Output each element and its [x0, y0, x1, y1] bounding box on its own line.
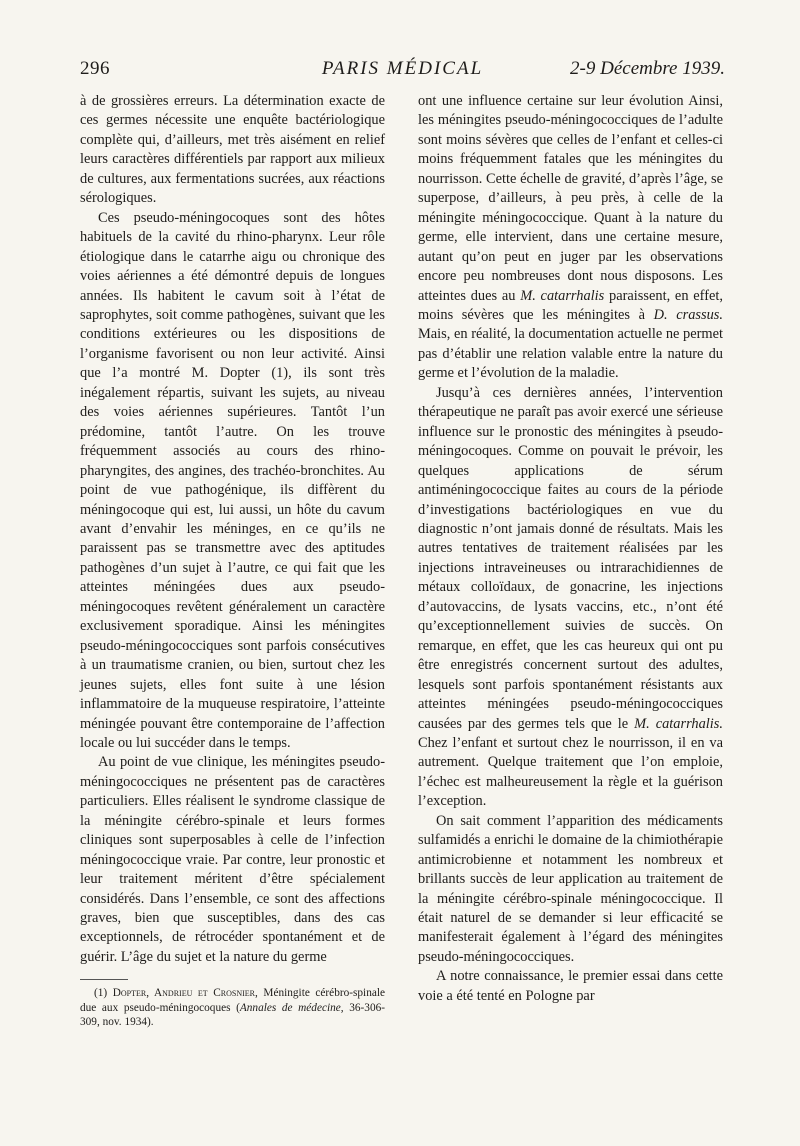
right-column	[418, 92, 723, 1006]
paragraph-text: Mais, en réalité, la documentation actuelle ne permet pas d’établir une relation valable entre la nature du germe et l’évolution de la maladie.	[418, 326, 723, 382]
footnote-text: Méningite cérébro-spinale due aux pseudo-méningocoques (	[80, 987, 386, 1014]
page-header	[80, 58, 725, 88]
footnote-reference: 36-306-309, nov. 1934).	[80, 1001, 386, 1028]
paragraph	[418, 384, 723, 812]
issue-date: 2-9 Décembre 1939.	[570, 58, 725, 79]
footnote-number: (1)	[94, 987, 108, 1000]
paragraph	[80, 209, 385, 754]
footnote-authors: Dopter, Andrieu et Crosnier,	[112, 987, 258, 1000]
journal-title: PARIS MÉDICAL	[321, 58, 484, 79]
paragraph-text: paraissent, en effet, moins sévères que les méningites à	[418, 287, 723, 323]
paragraph-text: Jusqu’à ces dernières années, l’intervention thérapeutique ne paraît pas avoir exercé une sérieuse influence sur le pronostic des méningites à pseudo-méningocoques. Comme on pouvait le prévoir, les quelques applications de sérum antiméningococcique faites au cours de la période d’investigations bactériologiques en vue du diagnostic n’ont jamais donné de résultats. Mais les autres tentatives de traitement réalisées par les injections intraveineuses ou intrarachidiennes de métaux colloïdaux, de gonacrine, les injections d’autovaccins, de lysats vaccins, etc., n’ont été qu’exceptionnellement suivies de succès. On remarque, en effet, que les cas heureux qui ont pu être enregistrés concernent surtout des adultes, lesquels sont parfois spontanément résistants aux atteintes méningées pseudo-méningococciques causées par des germes tels que le	[418, 384, 723, 732]
paragraph-text: ont une influence certaine sur leur évolution Ainsi, les méningites pseudo-méningococciques de l’adulte sont moins sévères que celles de l’enfant et celles-ci moins fréquemment fatales que les méningites du nourrisson. Cette échelle de gravité, d’après l’âge, se superpose, d’ailleurs, à peu près, à celle de la méningite méningococcique. Quant à la nature du germe, elle intervient, dans une certaine mesure, autant qu’on peut en juger par les observations encore peu nombreuses dont nous disposons. Les atteintes dues au	[418, 93, 723, 304]
footnote-journal: Annales de médecine,	[239, 1001, 344, 1014]
footnote-divider	[80, 979, 128, 980]
paragraph: A notre connaissance, le premier essai dans cette voie a été tenté en Pologne par	[418, 968, 723, 1004]
paragraph	[418, 92, 723, 384]
paragraph: On sait comment l’apparition des médicaments sulfamidés a enrichi le domaine de la chimiothérapie antimicrobienne et notamment les nombreux et brillants succès de leur application au traitement de la méningite cérébro-spinale méningococcique. Il était naturel de se demander si leur efficacité se manifesterait également à l’égard des méningites pseudo-méningococciques.	[418, 812, 723, 965]
germ-name: D. crassus.	[653, 306, 723, 323]
paragraph-text: Chez l’enfant et surtout chez le nourrisson, il en va autrement. Quelque traitement que l’on emploie, l’échec est malheureusement la règle et la guérison l’exception.	[418, 734, 723, 810]
footnote	[80, 986, 385, 1029]
paragraph-text: Ces pseudo-méningocoques sont des hôtes habituels de la cavité du rhino-pharynx. Leur rôle étiologique dans le catarrhe aigu ou chronique des voies aériennes a été démontré depuis de longues années. Ils habitent le cavum soit à l’état de saprophytes, soit comme pathogènes, suivant que les conditions extérieures ou les dispositions de l’organisme favorisent ou non leur activité. Ainsi que l’a montré M. Dopter (1), ils sont très inégalement répartis, suivant les sujets, au niveau des voies aériennes supérieures. Tantôt l’un prédomine, tantôt l’autre. On les trouve fréquemment associés au cours des rhino-pharyngites, des angines, des trachéo-bronchites. Au point de vue pathogénique, ils diffèrent du méningocoque qui est, lui aussi, un hôte du cavum avant d’envahir les méninges, en ce qu’ils ne paraissent pas se transmettre avec des aptitudes pathogènes d’un sujet à l’autre, ce qui fait que les atteintes méningées dues aux pseudo-méningocoques revêtent généralement un caractère exclusivement sporadique. Ainsi les méningites pseudo-méningococciques sont parfois consécutives à un traumatisme cranien, ou bien, surtout chez les jeunes sujets, elles font suite à une lésion inflammatoire de la muqueuse respiratoire, l’atteinte méningée pouvant être contemporaine de l’affection locale ou lui succéder dans le temps.	[80, 209, 385, 751]
left-column	[80, 92, 385, 1029]
page-number: 296	[80, 58, 110, 79]
paragraph: à de grossières erreurs. La détermination exacte de ces germes nécessite une enquête bactériologique complète qui, d’ailleurs, met très aisément en relief leurs caractères différentiels par rapport aux milieux de cultures, aux fermentations sucrées, aux réactions sérologiques.	[80, 93, 385, 207]
paragraph: Au point de vue clinique, les méningites pseudo-méningococciques ne présentent pas de caractères particuliers. Elles réalisent le syndrome classique de la méningite cérébro-spinale et leurs formes cliniques sont superposables à celle de l’infection méningococcique vraie. Par contre, leur pronostic et leur traitement méritent d’être spécialement considérés. Dans l’ensemble, ce sont des affections graves, bien que susceptibles, dans des cas exceptionnels, de rétrocéder spontanément et de guérir. L’âge du sujet et la nature du germe	[80, 754, 385, 965]
germ-name: M. catarrhalis.	[634, 715, 723, 732]
germ-name: M. catarrhalis	[520, 287, 605, 304]
